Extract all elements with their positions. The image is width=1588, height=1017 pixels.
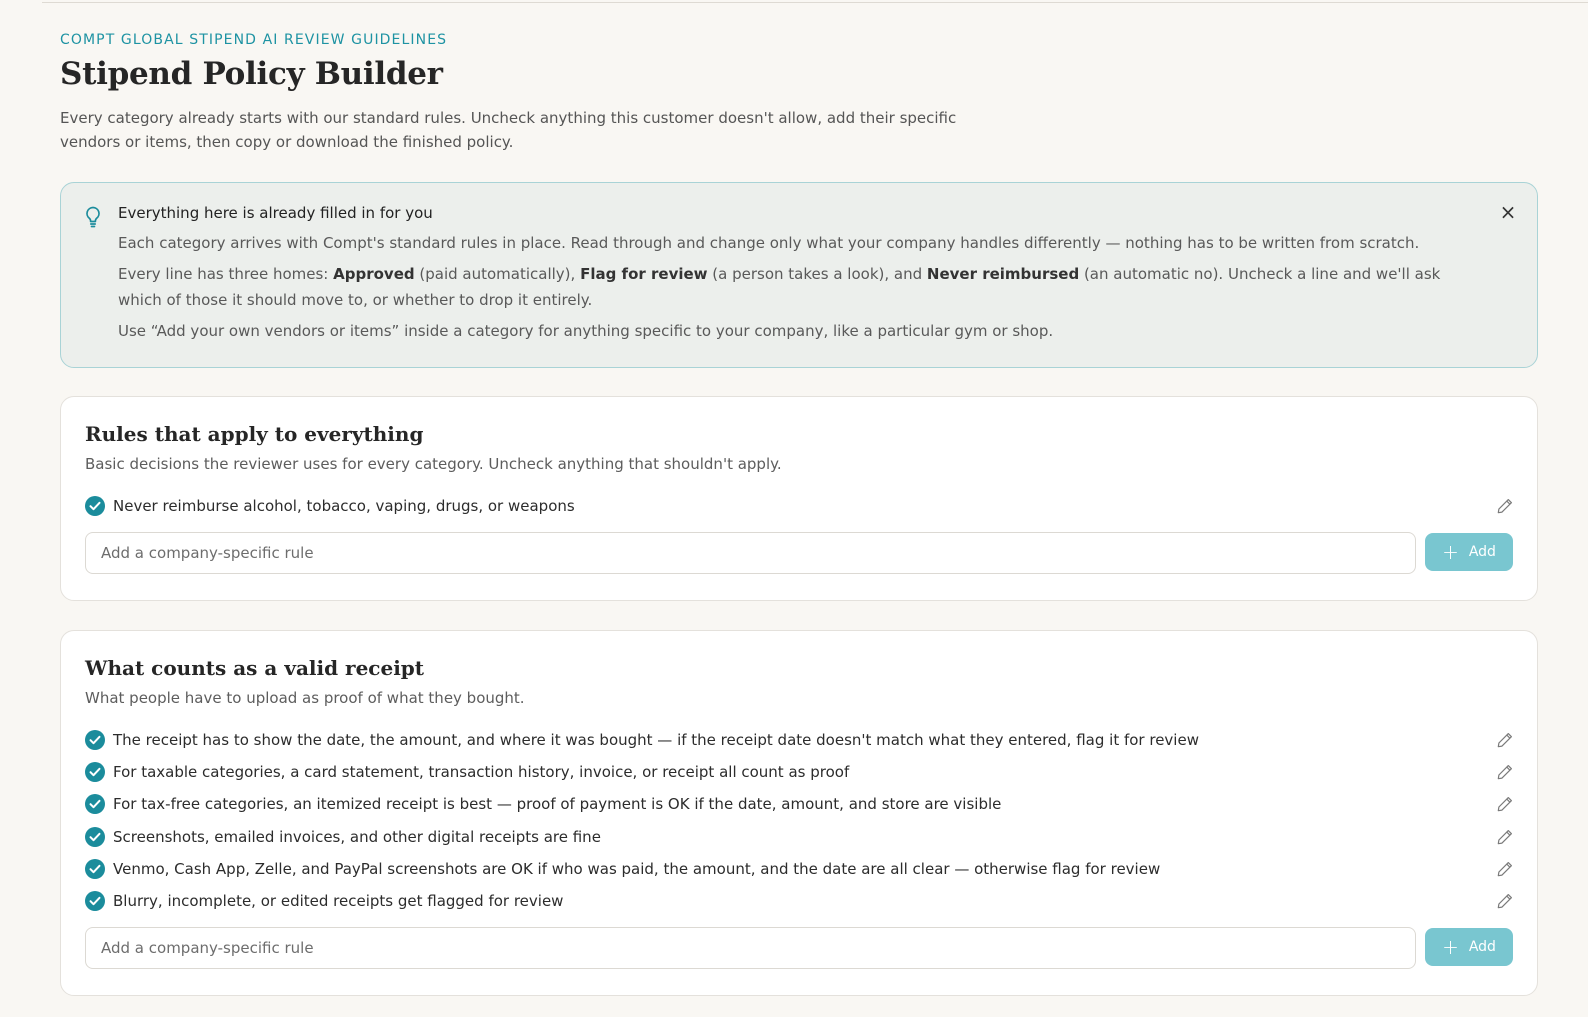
rule-item bbox=[85, 885, 1513, 917]
add-rule-input[interactable] bbox=[85, 532, 1416, 574]
close-icon[interactable]: × bbox=[1499, 200, 1517, 224]
callout-paragraph-3: Use “Add your own vendors or items” inside a category for anything specific to your company, like a particular gym or shop. bbox=[118, 322, 1054, 340]
plus-icon: + bbox=[1442, 540, 1459, 565]
page-title: Stipend Policy Builder bbox=[60, 56, 443, 92]
pencil-icon[interactable] bbox=[1497, 829, 1513, 845]
rule-item bbox=[85, 821, 1513, 853]
checkbox-checked-icon[interactable] bbox=[85, 794, 105, 814]
lightbulb-icon bbox=[83, 205, 103, 229]
rule-item bbox=[85, 788, 1513, 820]
pencil-icon[interactable] bbox=[1497, 764, 1513, 780]
callout-text: Every line has three homes: bbox=[118, 265, 334, 283]
pencil-icon[interactable] bbox=[1497, 861, 1513, 877]
pencil-icon[interactable] bbox=[1497, 732, 1513, 748]
section-card-general-rules bbox=[60, 396, 1538, 601]
callout-text: (an automatic no). Uncheck a line and we'll ask which of those it should move to, or whether to drop it entirely. bbox=[118, 265, 1441, 309]
rule-text: Blurry, incomplete, or edited receipts get flagged for review bbox=[113, 892, 564, 911]
rule-list bbox=[85, 490, 1513, 522]
rule-text: Venmo, Cash App, Zelle, and PayPal screenshots are OK if who was paid, the amount, and the date are all clear — otherwise flag for review bbox=[113, 859, 1161, 878]
checkbox-checked-icon[interactable] bbox=[85, 891, 105, 911]
section-description: Basic decisions the reviewer uses for every category. Uncheck anything that shouldn't apply. bbox=[85, 455, 782, 473]
section-description: What people have to upload as proof of what they bought. bbox=[85, 689, 525, 707]
rule-text: For taxable categories, a card statement, transaction history, invoice, or receipt all count as proof bbox=[113, 763, 850, 782]
info-callout bbox=[60, 182, 1538, 368]
section-title: What counts as a valid receipt bbox=[85, 656, 425, 680]
callout-text: (a person takes a look), and bbox=[707, 265, 927, 283]
rule-text: For tax-free categories, an itemized receipt is best — proof of payment is OK if the date, amount, and store are visible bbox=[113, 795, 1002, 814]
add-button-label: Add bbox=[1468, 544, 1496, 561]
pencil-icon[interactable] bbox=[1497, 498, 1513, 514]
rule-item bbox=[85, 756, 1513, 788]
flag-term: Flag for review bbox=[580, 265, 708, 283]
callout-body bbox=[118, 201, 1478, 344]
pencil-icon[interactable] bbox=[1497, 796, 1513, 812]
section-body bbox=[85, 653, 1513, 969]
rule-item bbox=[85, 490, 1513, 522]
add-rule-input[interactable] bbox=[85, 927, 1416, 969]
rule-list bbox=[85, 724, 1513, 917]
add-rule-button[interactable] bbox=[1425, 533, 1513, 571]
rule-item bbox=[85, 853, 1513, 885]
approved-term: Approved bbox=[333, 265, 415, 283]
rule-text: The receipt has to show the date, the amount, and where it was bought — if the receipt date doesn't match what they entered, flag it for review bbox=[113, 731, 1199, 750]
never-term: Never reimbursed bbox=[926, 265, 1080, 283]
rule-item bbox=[85, 724, 1513, 756]
rule-text: Never reimburse alcohol, tobacco, vaping, drugs, or weapons bbox=[113, 497, 575, 516]
section-card-valid-receipt bbox=[60, 630, 1538, 996]
callout-title: Everything here is already filled in for you bbox=[118, 204, 433, 222]
add-rule-row bbox=[85, 532, 1513, 574]
rule-text: Screenshots, emailed invoices, and other digital receipts are fine bbox=[113, 827, 601, 846]
checkbox-checked-icon[interactable] bbox=[85, 762, 105, 782]
add-button-label: Add bbox=[1468, 939, 1496, 956]
callout-text: (paid automatically), bbox=[414, 265, 581, 283]
section-title: Rules that apply to everything bbox=[85, 422, 424, 446]
page-content bbox=[60, 30, 1538, 960]
eyebrow-label: COMPT GLOBAL STIPEND AI REVIEW GUIDELINES bbox=[60, 32, 448, 48]
checkbox-checked-icon[interactable] bbox=[85, 827, 105, 847]
pencil-icon[interactable] bbox=[1497, 893, 1513, 909]
top-divider bbox=[42, 2, 1588, 3]
add-rule-row bbox=[85, 927, 1513, 969]
callout-paragraph-2 bbox=[118, 261, 1478, 313]
page-subtitle: Every category already starts with our standard rules. Uncheck anything this customer doesn't allow, add their specific vendors or items, then copy or download the finished policy. bbox=[60, 109, 957, 151]
add-rule-button[interactable] bbox=[1425, 928, 1513, 966]
checkbox-checked-icon[interactable] bbox=[85, 730, 105, 750]
checkbox-checked-icon[interactable] bbox=[85, 496, 105, 516]
section-body bbox=[85, 419, 1513, 574]
callout-paragraph-1: Each category arrives with Compt's standard rules in place. Read through and change only what your company handles differently — nothing has to be written from scratch. bbox=[118, 234, 1420, 252]
checkbox-checked-icon[interactable] bbox=[85, 859, 105, 879]
plus-icon: + bbox=[1442, 935, 1459, 960]
